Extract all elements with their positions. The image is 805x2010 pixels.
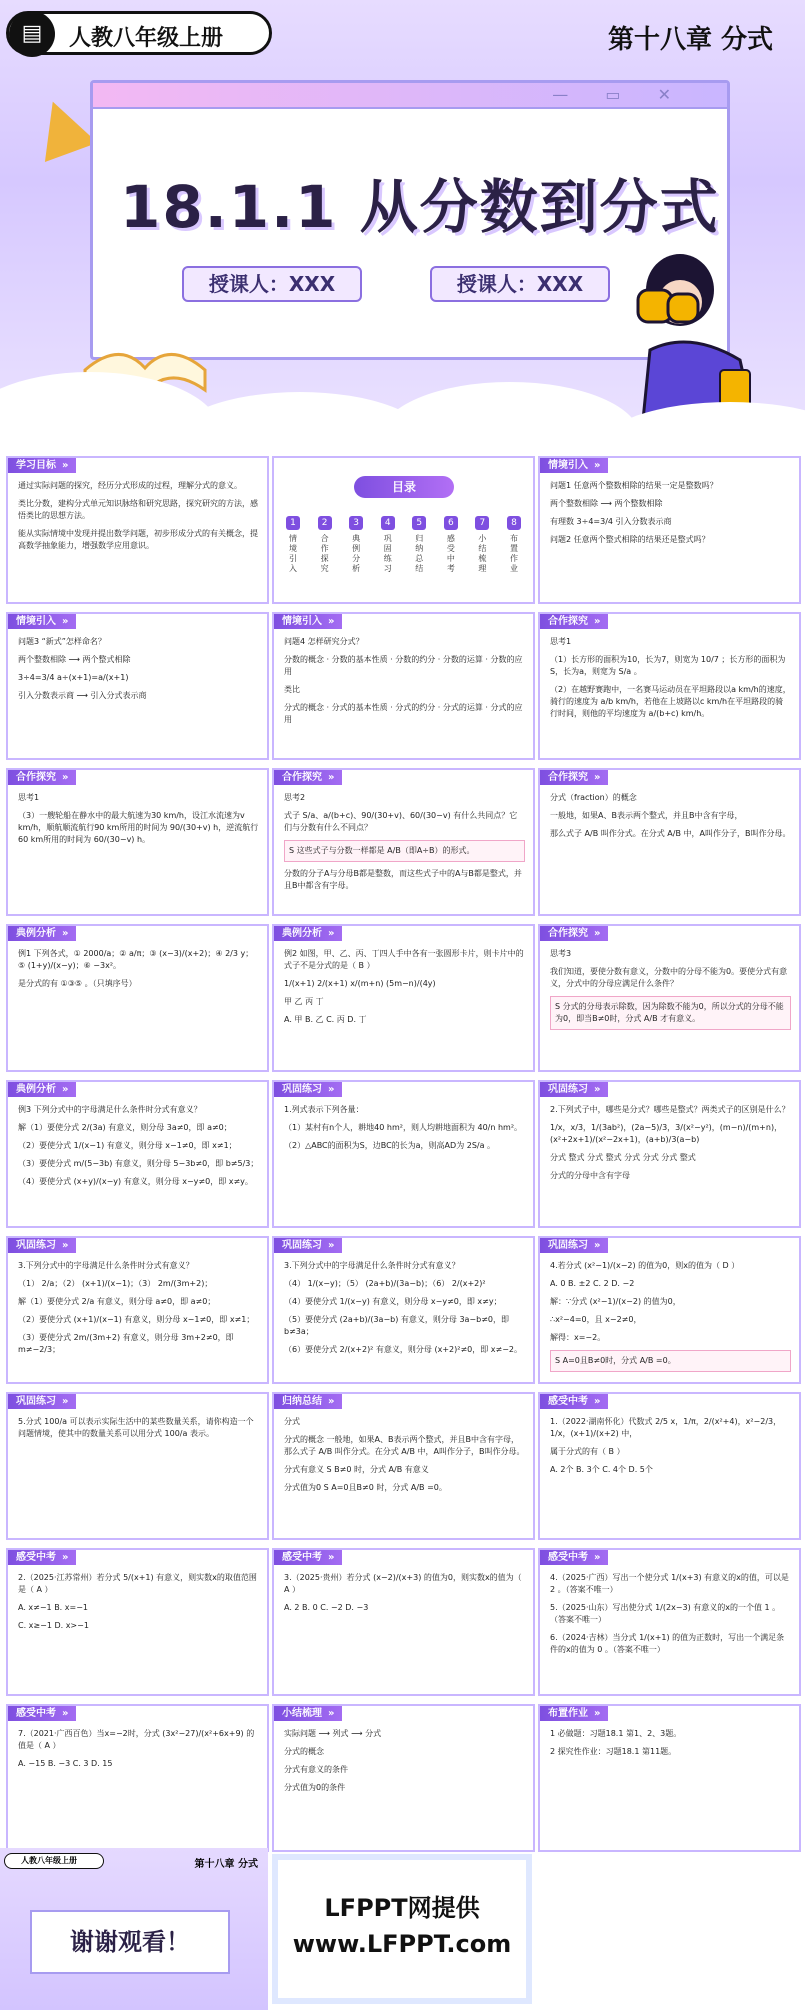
slide-body [284, 1572, 525, 1620]
contents-item-number: 2 [318, 516, 332, 530]
slide-body [18, 480, 259, 558]
slide-section-tag: 合作探究 » [540, 614, 608, 629]
slide-text-line: 5.（2025·山东）写出使分式 1/(2x−3) 有意义的x的一个值 1 。（答案不唯一） [550, 1603, 781, 1624]
contents-item[interactable] [314, 516, 336, 574]
contents-item-label: 合 作 探 究 [320, 534, 329, 573]
contents-item-number: 7 [475, 516, 489, 530]
slide-text-line: 有理数 3÷4=3/4 引入分数表示商 [550, 517, 672, 526]
slide-text-line: S 分式的分母表示除数，因为除数不能为0，所以分式的分母不能为0，即当B≠0时，分式 A/B 才有意义。 [550, 996, 791, 1030]
slide-section-tag: 感受中考 » [540, 1394, 608, 1409]
slide-section-tag: 学习目标 » [8, 458, 76, 473]
slide-body [550, 636, 791, 726]
slide-text-line: A. 2 B. 0 C. −2 D. −3 [284, 1603, 369, 1612]
slide-text-line: （2）在越野赛跑中，一名赛马运动员在平坦路段以a km/h的速度，骑行的速度为 a/b km/h，若他在上坡路以c km/h在平坦路段的骑行时间，则他的平均速度为 a/(b+c) km/h。 [550, 685, 791, 718]
slide-text-line: 分数的分子A与分母B都是整数，而这些式子中的A与B都是整式，并且B中都含有字母。 [284, 869, 522, 890]
chapter-label: 第十八章 分式 [607, 25, 773, 55]
contents-item-number: 5 [412, 516, 426, 530]
slide-thumbnail[interactable] [272, 612, 535, 760]
slide-section-tag: 巩固练习 » [274, 1082, 342, 1097]
slide-thumbnail[interactable] [272, 456, 535, 604]
slide-section-tag: 巩固练习 » [8, 1394, 76, 1409]
teacher-label-1: 授课人：XXX [182, 266, 362, 302]
slide-text-line: 4.若分式 (x²−1)/(x−2) 的值为0，则x的值为（ D ） [550, 1261, 740, 1270]
contents-item-label: 归 纳 总 结 [415, 534, 424, 573]
slide-text-line: 3.下列分式中的字母满足什么条件时分式有意义？ [18, 1261, 194, 1270]
slide-text-line: 6.（2024·吉林）当分式 1/(x+1) 的值为正数时，写出一个满足条件的x的值为 0 。（答案不唯一） [550, 1633, 785, 1654]
slide-body [550, 1260, 791, 1378]
contents-item-number: 8 [507, 516, 521, 530]
slide-thumbnail[interactable] [6, 1392, 269, 1540]
contents-item-number: 4 [381, 516, 395, 530]
slide-thumbnail[interactable] [6, 612, 269, 760]
slide-body [284, 792, 525, 898]
slide-section-tag: 典例分析 » [8, 1082, 76, 1097]
slide-text-line: 分式值为0的条件 [284, 1783, 346, 1792]
slide-text-line: 分式的分母中含有字母 [550, 1171, 630, 1180]
slide-thumbnail[interactable] [6, 768, 269, 916]
slide-text-line: 分式 [284, 1417, 300, 1426]
slide-text-line: 2.（2025·江苏常州）若分式 5/(x+1) 有意义，则实数x的取值范围是（ A ） [18, 1573, 257, 1594]
slide-body [18, 1416, 259, 1446]
slide-text-line: 4.（2025·广西）写出一个使分式 1/(x+3) 有意义的x的值，可以是 2 。（答案不唯一） [550, 1573, 789, 1594]
contents-item-number: 1 [286, 516, 300, 530]
slide-text-line: 通过实际问题的探究，经历分式形成的过程，理解分式的意义。 [18, 481, 242, 490]
cover-slide[interactable] [0, 0, 805, 452]
slide-text-line: S A=0且B≠0时，分式 A/B =0。 [550, 1350, 791, 1372]
slide-section-tag: 情境引入 » [274, 614, 342, 629]
window-controls: — ▭ ✕ [552, 85, 687, 104]
slide-thumbnail[interactable] [272, 924, 535, 1072]
contents-item[interactable] [282, 516, 304, 574]
slide-text-line: 2.下列式子中，哪些是分式？哪些是整式？两类式子的区别是什么？ [550, 1105, 790, 1114]
slide-text-line: （1）长方形的面积为10，长为7，则宽为 10/7 ；长方形的面积为S，长为a，则宽为 S/a 。 [550, 655, 786, 676]
slide-text-line: 3÷4=3/4 a÷(x+1)=a/(x+1) [18, 673, 129, 682]
contents-item[interactable] [345, 516, 367, 574]
slide-text-line: 是分式的有 ①③⑤ 。（只填序号） [18, 979, 137, 988]
brand-slide[interactable] [272, 1854, 532, 2004]
slide-thumbnail[interactable] [538, 1080, 801, 1228]
slide-section-tag: 感受中考 » [8, 1706, 76, 1721]
slide-text-line: 例2 如图，甲、乙、丙、丁四人手中各有一张圆形卡片，则卡片中的式子不是分式的是（ B ） [284, 949, 524, 970]
slide-text-line: 1.列式表示下列各量： [284, 1105, 364, 1114]
slide-text-line: 1 必做题：习题18.1 第1、2、3题。 [550, 1729, 682, 1738]
slide-thumbnail[interactable] [6, 1548, 269, 1696]
slide-text-line: （2）要使分式 1/(x−1) 有意义，则分母 x−1≠0，即 x≠1； [18, 1141, 237, 1150]
slide-text-line: 式子 S/a、a/(b+c)、90/(30+v)、60/(30−v) 有什么共同点？它们与分数有什么不同点？ [284, 811, 518, 832]
contents-item-label: 典 例 分 析 [352, 534, 361, 573]
grade-badge [6, 11, 272, 55]
slide-section-tag: 小结梳理 » [274, 1706, 342, 1721]
slide-thumbnail[interactable] [538, 924, 801, 1072]
slide-text-line: 两个整数相除 ⟶ 两个整式相除 [18, 655, 131, 664]
slide-text-line: 思考1 [18, 793, 40, 802]
slide-text-line: 2 探究性作业：习题18.1 第11题。 [550, 1747, 677, 1756]
slide-thumbnail[interactable] [538, 456, 801, 604]
slide-text-line: 1/x，x/3，1/(3ab²)，(2a−5)/3，3/(x²−y²)，(m−n)/(m+n)，(x²+2x+1)/(x²−2x+1)，(a+b)/3(a−b) [550, 1123, 783, 1144]
grade-label: 人教八年级上册 [69, 26, 224, 51]
slide-body [550, 1572, 791, 1662]
contents-item-label: 布 置 作 业 [509, 534, 518, 573]
slide-text-line: 我们知道，要使分数有意义，分数中的分母不能为0。要使分式有意义，分式中的分母应满足什么条件？ [550, 967, 788, 988]
slide-text-line: 实际问题 ⟶ 列式 ⟶ 分式 [284, 1729, 382, 1738]
cover-title: 18.1.1 从分数到分式 [120, 173, 720, 241]
slide-section-tag: 合作探究 » [540, 926, 608, 941]
slide-body [18, 1260, 259, 1362]
slide-text-line: 解（1）要使分式 2/a 有意义，则分母 a≠0，即 a≠0； [18, 1297, 216, 1306]
slide-text-line: A. x≠−1 B. x=−1 [18, 1603, 88, 1612]
slide-text-line: （4）要使分式 1/(x−y) 有意义，则分母 x−y≠0，即 x≠y； [284, 1297, 502, 1306]
slide-thumbnail[interactable] [538, 1236, 801, 1384]
slide-text-line: A. −15 B. −3 C. 3 D. 15 [18, 1759, 113, 1768]
slide-text-line: 类比 [284, 685, 300, 694]
slide-section-tag: 巩固练习 » [540, 1238, 608, 1253]
contents-item[interactable] [440, 516, 462, 574]
slide-text-line: 分式的概念 [284, 1747, 324, 1756]
slide-text-line: 类比分数，建构分式单元知识脉络和研究思路，探究研究的方法，感悟类比的思想方法。 [18, 499, 258, 520]
slide-thumbnail[interactable] [538, 1392, 801, 1540]
slide-text-line: （1） 2/a；（2） (x+1)/(x−1)；（3） 2m/(3m+2)； [18, 1279, 213, 1288]
slide-body [550, 1104, 791, 1188]
contents-item[interactable] [471, 516, 493, 574]
slide-thumbnail[interactable] [6, 924, 269, 1072]
slide-body [284, 1260, 525, 1362]
slide-thumbnail[interactable] [538, 768, 801, 916]
brand-line-2: www.LFPPT.com [292, 1930, 512, 1958]
slide-text-line: A. 2个 B. 3个 C. 4个 D. 5个 [550, 1465, 653, 1474]
slide-text-line: （3）要使分式 2m/(3m+2) 有意义，则分母 3m+2≠0，即 m≠−2/3； [18, 1333, 234, 1354]
slide-text-line: 问题3 “新式”怎样命名？ [18, 637, 106, 646]
slide-section-tag: 归纳总结 » [274, 1394, 342, 1409]
slide-text-line: C. x≥−1 D. x>−1 [18, 1621, 89, 1630]
chapter-label-small: 第十八章 分式 [194, 1859, 258, 1870]
slide-section-tag: 布置作业 » [540, 1706, 608, 1721]
slide-body [550, 948, 791, 1036]
slide-text-line: （4）要使分式 (x+y)/(x−y) 有意义，则分母 x−y≠0，即 x≠y。 [18, 1177, 253, 1186]
slide-text-line: 分式 整式 分式 整式 分式 分式 分式 整式 [550, 1153, 696, 1162]
slide-section-tag: 情境引入 » [8, 614, 76, 629]
slide-text-line: S 这些式子与分数一样都是 A/B（即A÷B）的形式。 [284, 840, 525, 862]
slide-text-line: 问题2 任意两个整式相除的结果还是整式吗？ [550, 535, 710, 544]
slide-thumbnail[interactable] [538, 1548, 801, 1696]
slide-thumbnail[interactable] [6, 456, 269, 604]
slide-text-line: 思考2 [284, 793, 306, 802]
slide-section-tag: 感受中考 » [274, 1550, 342, 1565]
slide-text-line: 一般地，如果A、B表示两个整式，并且B中含有字母， [550, 811, 743, 820]
slide-body [284, 1416, 525, 1500]
slide-thumbnail[interactable] [6, 1080, 269, 1228]
slide-section-tag: 巩固练习 » [540, 1082, 608, 1097]
slide-text-line: （4） 1/(x−y)；（5） (2a+b)/(3a−b)；（6） 2/(x+2)² [284, 1279, 486, 1288]
slide-body [18, 792, 259, 852]
slide-section-tag: 感受中考 » [8, 1550, 76, 1565]
slide-thumbnail[interactable] [538, 612, 801, 760]
slide-text-line: 1.（2022·湖南怀化）代数式 2/5 x，1/π，2/(x²+4)，x²−2/3，1/x，(x+1)/(x+2) 中， [550, 1417, 782, 1438]
contents-item[interactable] [408, 516, 430, 574]
contents-item-label: 巩 固 练 习 [383, 534, 392, 573]
slide-thumbnail[interactable] [272, 768, 535, 916]
slide-text-line: （2）△ABC的面积为S，边BC的长为a，则高AD为 2S/a 。 [284, 1141, 496, 1150]
slide-body [18, 636, 259, 708]
slide-text-line: 思考3 [550, 949, 572, 958]
contents-item-number: 6 [444, 516, 458, 530]
slide-text-line: 解得：x=−2。 [550, 1333, 606, 1342]
slide-text-line: （5）要使分式 (2a+b)/(3a−b) 有意义，则分母 3a−b≠0，即 b≠3a； [284, 1315, 510, 1336]
slide-section-tag: 感受中考 » [540, 1550, 608, 1565]
slide-text-line: 属于分式的有（ B ） [550, 1447, 625, 1456]
slide-body [550, 792, 791, 846]
slide-text-line: 分式的概念 · 分式的基本性质 · 分式的约分 · 分式的运算 · 分式的应用 [284, 703, 523, 724]
slide-text-line: 1/(x+1) 2/(x+1) x/(m+n) (5m−n)/(4y) [284, 979, 436, 988]
slide-thumbnail[interactable] [272, 1236, 535, 1384]
slide-text-line: （6）要使分式 2/(x+2)² 有意义，则分母 (x+2)²≠0，即 x≠−2。 [284, 1345, 523, 1354]
slide-text-line: 那么式子 A/B 叫作分式。在分式 A/B 中，A叫作分子，B叫作分母。 [550, 829, 791, 838]
slide-text-line: 分式有意义 S B≠0 时，分式 A/B 有意义 [284, 1465, 429, 1474]
slide-thumbnail[interactable] [6, 1236, 269, 1384]
slide-text-line: 分式（fraction）的概念 [550, 793, 637, 802]
slide-body [18, 948, 259, 996]
slide-section-tag: 情境引入 » [540, 458, 608, 473]
slide-thumbnail[interactable] [538, 1704, 801, 1852]
slide-thumbnail[interactable] [272, 1392, 535, 1540]
slide-section-tag: 合作探究 » [540, 770, 608, 785]
slide-text-line: 3.下列分式中的字母满足什么条件时分式有意义？ [284, 1261, 460, 1270]
slide-section-tag: 合作探究 » [8, 770, 76, 785]
slide-text-line: 3.（2025·贵州）若分式 (x−2)/(x+3) 的值为0，则实数x的值为（ A ） [284, 1573, 522, 1594]
slide-text-line: 例1 下列各式，① 2000/a；② a/π；③ (x−3)/(x+2)；④ 2/3 y；⑤ (1+y)/(x−y)；⑥ −3x²。 [18, 949, 254, 970]
slide-text-line: 例3 下列分式中的字母满足什么条件时分式有意义？ [18, 1105, 202, 1114]
slide-body [550, 1728, 791, 1764]
slide-thumbnail[interactable] [272, 1704, 535, 1852]
contents-item-label: 感 受 中 考 [446, 534, 455, 573]
slide-text-line: 分式值为0 S A=0且B≠0 时，分式 A/B =0。 [284, 1483, 447, 1492]
slide-text-line: ∴x²−4=0，且 x−2≠0， [550, 1315, 642, 1324]
slide-body [284, 1728, 525, 1800]
slide-body [18, 1728, 259, 1776]
grade-badge-small: 人教八年级上册 [4, 1853, 104, 1869]
window-bar [93, 83, 727, 109]
slide-body [550, 1416, 791, 1482]
slide-thumbnail[interactable] [272, 1080, 535, 1228]
slide-text-line: （2）要使分式 (x+1)/(x−1) 有意义，则分母 x−1≠0，即 x≠1； [18, 1315, 255, 1324]
contents-item-label: 情 境 引 入 [289, 534, 297, 573]
slide-text-line: 解：∵分式 (x²−1)/(x−2) 的值为0， [550, 1297, 681, 1306]
slide-text-line: 分式有意义的条件 [284, 1765, 348, 1774]
thanks-text: 谢谢观看！ [30, 1910, 230, 1974]
contents-list [282, 516, 525, 574]
teacher-label-2: 授课人：XXX [430, 266, 610, 302]
slide-section-tag: 合作探究 » [274, 770, 342, 785]
slide-text-line: 7.（2021·广西百色）当x=−2时，分式 (3x²−27)/(x²+6x+9) 的值是（ A ） [18, 1729, 255, 1750]
slide-thumbnail[interactable] [272, 1548, 535, 1696]
slide-text-line: （1）某村有n个人，耕地40 hm²，则人均耕地面积为 40/n hm²。 [284, 1123, 523, 1132]
triangle-ruler-icon [26, 92, 97, 162]
contents-item-label: 小 结 梳 理 [478, 534, 487, 573]
slide-text-line: 问题1 任意两个整数相除的结果一定是整数吗？ [550, 481, 718, 490]
slide-section-tag: 巩固练习 » [8, 1238, 76, 1253]
slide-text-line: 思考1 [550, 637, 572, 646]
slide-text-line: A. 甲 B. 乙 C. 丙 D. 丁 [284, 1015, 367, 1024]
slide-text-line: A. 0 B. ±2 C. 2 D. −2 [550, 1279, 635, 1288]
slide-text-line: 5.分式 100/a 可以表示实际生活中的某些数量关系，请你构造一个问题情境，使其中的数量关系可以用分式 100/a 表示。 [18, 1417, 254, 1438]
slide-text-line: 两个整数相除 ⟶ 两个整数相除 [550, 499, 663, 508]
slide-text-line: 解（1）要使分式 2/(3a) 有意义，则分母 3a≠0，即 a≠0； [18, 1123, 232, 1132]
slide-text-line: 引入分数表示商 ⟶ 引入分式表示商 [18, 691, 147, 700]
slide-body [284, 636, 525, 732]
slide-text-line: 甲 乙 丙 丁 [284, 997, 324, 1006]
slide-body [284, 948, 525, 1032]
contents-item[interactable] [377, 516, 399, 574]
slide-body [550, 480, 791, 552]
thanks-slide[interactable] [0, 1848, 268, 2010]
contents-item[interactable] [503, 516, 525, 574]
contents-title: 目录 [354, 476, 454, 498]
slide-body [284, 1104, 525, 1158]
slide-text-line: 能从实际情境中发现并提出数学问题，初步形成分式的有关概念，提高数学抽象能力，增强数学应用意识。 [18, 529, 258, 550]
slide-text-line: （3）一艘轮船在静水中的最大航速为30 km/h，设江水流速为v km/h，顺航顺流航行90 km所用的时间为 90/(30+v) h，逆流航行60 km所用的时间为 60/(30−v) h。 [18, 811, 259, 844]
slide-section-tag: 巩固练习 » [274, 1238, 342, 1253]
slide-text-line: 分式的概念 一般地，如果A、B表示两个整式，并且B中含有字母，那么式子 A/B 叫作分式。在分式 A/B 中，A叫作分子，B叫作分母。 [284, 1435, 525, 1456]
slide-text-line: 分数的概念 · 分数的基本性质 · 分数的约分 · 分数的运算 · 分数的应用 [284, 655, 523, 676]
slide-thumbnail[interactable] [6, 1704, 269, 1852]
slide-section-tag: 典例分析 » [274, 926, 342, 941]
brand-line-1: LFPPT网提供 [324, 1894, 480, 1922]
slide-body [18, 1572, 259, 1638]
slide-body [18, 1104, 259, 1194]
slide-text-line: （3）要使分式 m/(5−3b) 有意义，则分母 5−3b≠0，即 b≠5/3； [18, 1159, 259, 1168]
slide-section-tag: 典例分析 » [8, 926, 76, 941]
book-icon: ▤ [9, 11, 55, 57]
contents-item-number: 3 [349, 516, 363, 530]
slide-text-line: 问题4 怎样研究分式？ [284, 637, 364, 646]
